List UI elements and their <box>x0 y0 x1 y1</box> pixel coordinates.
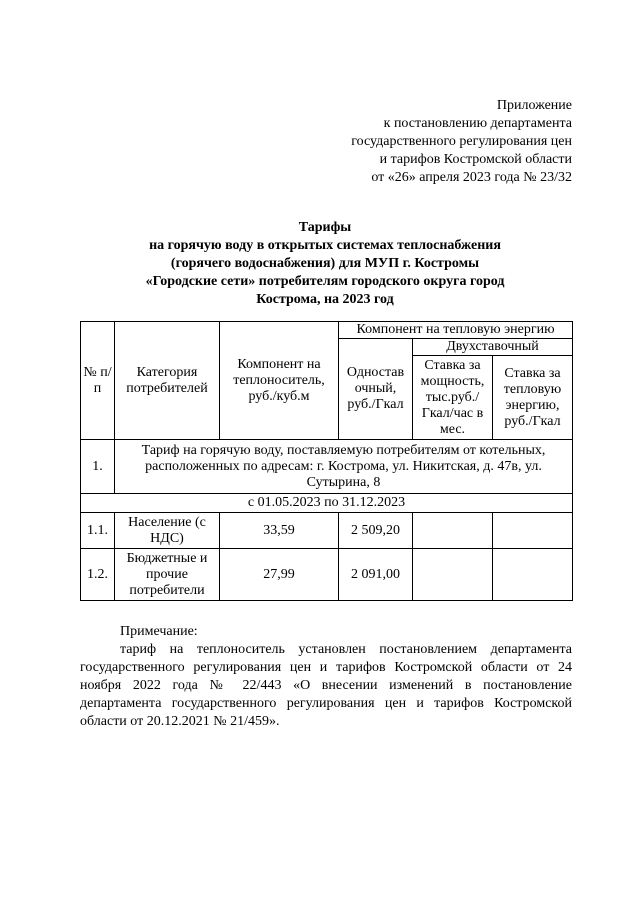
header-energy-rate: Ставка за тепловую энергию, руб./Гкал <box>493 356 573 440</box>
title-line: на горячую воду в открытых системах теплоснабжения <box>149 238 501 253</box>
document-title <box>80 219 570 309</box>
appendix-line: и тарифов Костромской области <box>379 152 572 167</box>
section-description: Тариф на горячую воду, поставляемую потребителям от котельных, расположенных по адресам: г. Кострома, ул. Никитская, д. 47в, ул. Сутырина, 8 <box>115 440 573 494</box>
header-number: № п/п <box>81 322 115 440</box>
row-energy-rate-value <box>493 513 573 549</box>
row-number: 1.1. <box>81 513 115 549</box>
section-number: 1. <box>81 440 115 494</box>
row-capacity-rate-value <box>413 549 493 601</box>
title-line: Тарифы <box>298 220 352 235</box>
row-energy-rate-value <box>493 549 573 601</box>
row-number: 1.2. <box>81 549 115 601</box>
title-line: (горячего водоснабжения) для МУП г. Костромы <box>170 256 480 271</box>
appendix-header <box>351 97 572 187</box>
appendix-line: Приложение <box>496 98 572 113</box>
appendix-line: от «26» апреля 2023 года № 23/32 <box>371 170 572 185</box>
note-section <box>80 623 572 731</box>
header-category: Категория потребителей <box>115 322 220 440</box>
header-carrier-component: Компонент на теплоноситель, руб./куб.м <box>220 322 339 440</box>
row-carrier-value: 27,99 <box>220 549 339 601</box>
header-energy-component: Компонент на тепловую энергию <box>339 322 573 339</box>
header-two-part: Двухставочный <box>413 339 573 356</box>
note-label: Примечание: <box>120 624 198 639</box>
row-category: Население (с НДС) <box>115 513 220 549</box>
title-line: «Городские сети» потребителям городского округа город <box>145 274 505 289</box>
header-single-rate: Одностав очный, руб./Гкал <box>339 339 413 440</box>
table-row <box>81 513 573 549</box>
header-capacity-rate: Ставка за мощность, тыс.руб./ Гкал/час в мес. <box>413 356 493 440</box>
table-row <box>81 549 573 601</box>
appendix-line: к постановлению департамента <box>383 116 572 131</box>
period-row: с 01.05.2023 по 31.12.2023 <box>81 494 573 513</box>
row-single-rate-value: 2 509,20 <box>339 513 413 549</box>
row-single-rate-value: 2 091,00 <box>339 549 413 601</box>
appendix-line: государственного регулирования цен <box>351 134 572 149</box>
note-text: тариф на теплоноситель установлен постановлением департамента государственного регулирования цен и тарифов Костромской области от 24 ноября 2022 года № 22/443 «О внесении изменений в постановление департамента государственного регулирования цен и тарифов Костромской области от 20.12.2021 № 21/459». <box>80 642 572 729</box>
row-capacity-rate-value <box>413 513 493 549</box>
row-carrier-value: 33,59 <box>220 513 339 549</box>
title-line: Кострома, на 2023 год <box>256 292 394 307</box>
tariff-table <box>80 321 573 601</box>
row-category: Бюджетные и прочие потребители <box>115 549 220 601</box>
